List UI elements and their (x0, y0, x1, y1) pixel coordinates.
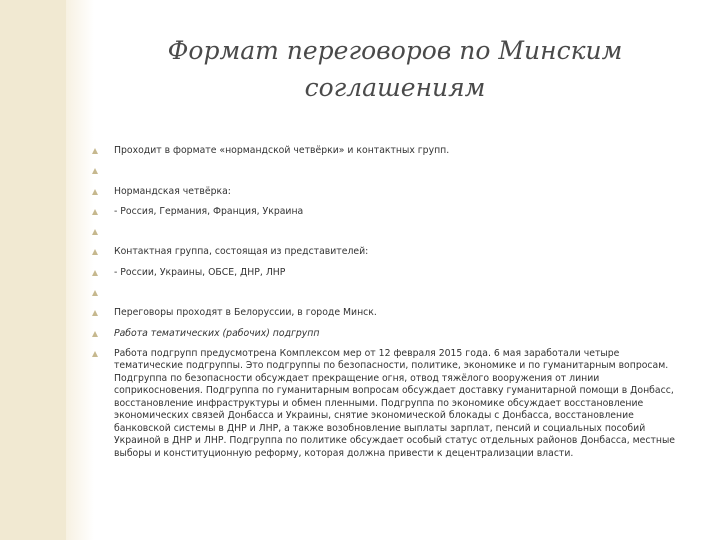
bullet-item (92, 267, 682, 287)
bullet-item (92, 186, 682, 206)
bullet-text: Нормандская четвёрка: (114, 185, 231, 197)
bullet-item (92, 287, 682, 307)
bullet-text: Контактная группа, состоящая из представителей: (114, 246, 369, 258)
bullet-marker-icon (92, 331, 98, 337)
bullet-marker-icon (92, 270, 98, 276)
bullet-marker-icon (92, 249, 98, 255)
bullet-text: Работа подгрупп предусмотрена Комплексом мер от 12 февраля 2015 года. 6 мая заработали четыре тематические подгруппы. Это подгруппы по безопасности, политике, экономике и по гуманитарным вопросам. Подгруппа по безопасности обсуждает прекращение огня, отвод тяжёлого вооружения от линии соприкосновения. Подгруппа по гуманитарным вопросам обсуждает доставку гуманитарной помощи в Донбасс, восстановление инфраструктуры и обмен пленными. Подгруппа по экономике обсуждает восстановление экономических связей Донбасса и Украины, снятие экономической блокады с Донбасса, восстановление банковской системы в ДНР и ЛНР, а также возобновление выплаты зарплат, пенсий и социальных пособий Украиной в ДНР и ЛНР. Подгруппа по политике обсуждает особый статус отдельных районов Донбасса, местные выборы и конституционную реформу, которая должна привести к децентрализации власти. (114, 347, 676, 459)
bullet-item (92, 145, 682, 165)
bullet-item (92, 246, 682, 266)
bullet-item (92, 206, 682, 226)
bullet-text: Проходит в формате «нормандской четвёрки» и контактных групп. (114, 145, 450, 156)
bullet-list (92, 145, 682, 460)
bullet-marker-icon (92, 351, 98, 357)
bullet-item (92, 328, 682, 348)
decorative-side-band (0, 0, 66, 540)
slide-title: Формат переговоров по Минским соглашениям (167, 36, 623, 102)
bullet-text: Переговоры проходят в Белоруссии, в городе Минск. (114, 307, 377, 319)
bullet-item (92, 226, 682, 246)
bullet-marker-icon (92, 148, 98, 154)
bullet-marker-icon (92, 209, 98, 215)
bullet-marker-icon (92, 290, 98, 296)
bullet-marker-icon (92, 310, 98, 316)
bullet-item (92, 307, 682, 327)
bullet-text: Работа тематических (рабочих) подгрупп (114, 327, 320, 339)
bullet-marker-icon (92, 168, 98, 174)
decorative-side-gradient (66, 0, 94, 540)
bullet-item (92, 348, 682, 461)
bullet-item (92, 165, 682, 185)
bullet-marker-icon (92, 189, 98, 195)
bullet-text: - Россия, Германия, Франция, Украина (114, 205, 304, 217)
bullet-marker-icon (92, 229, 98, 235)
bullet-text: - России, Украины, ОБСЕ, ДНР, ЛНР (114, 266, 286, 278)
